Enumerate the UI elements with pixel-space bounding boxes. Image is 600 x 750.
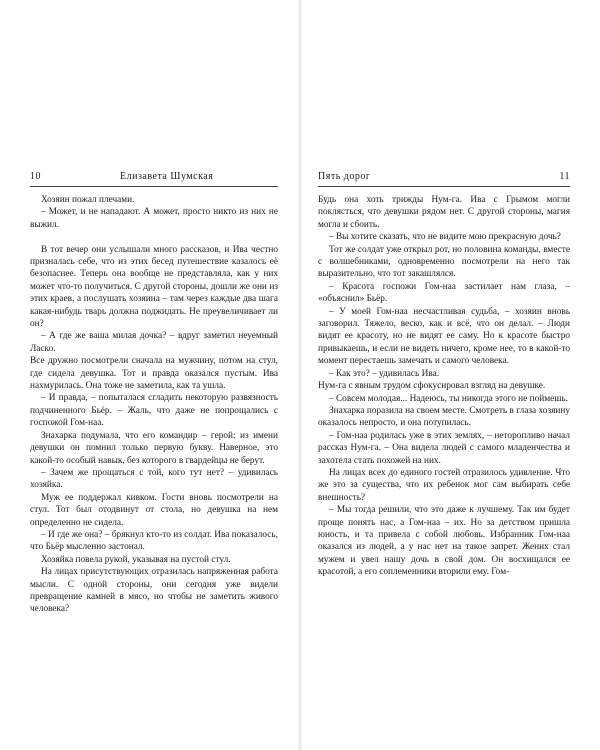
paragraph: Знахарка поразила на своем месте. Смотреть в глаза хозяину оказалось непросто, и она потупилась.	[318, 405, 570, 429]
running-head-title: Пять дорог	[318, 171, 371, 182]
right-page	[318, 168, 570, 698]
paragraph: Муж ее поддержал кивком. Гости вновь посмотрели на стул. Тот был отодвинут от стола, но девушка на нем определенно не сидела.	[30, 492, 278, 528]
right-page-body	[318, 194, 570, 579]
paragraph: – Красота госпожи Гом-наа застилает нам глаза, – «объяснил» Бьёр.	[318, 281, 570, 305]
page-number: 11	[559, 171, 570, 182]
paragraph: – Мы тогда решили, что это даже к лучшему. Так им будет проще понять нас, а Гом-наа – их. Но за детством пришла юность, и та привела с собой любовь. Избранник Гом-наа оказался из людей, а у нас нет на такое запрет. Жених стал мужем и увел нашу дочь в свой дом. Он восхищался ее красотой, а его соплеменники вторили ему. Гом-	[318, 505, 570, 578]
paragraph: – А где же ваша милая дочка? – вдруг заметил неуемный Ласко.	[30, 331, 278, 354]
paragraph: На лицах всех до единого гостей отразилось удивление. Что же это за существа, что их ребенок мог сам выбирать себе внешность?	[318, 467, 570, 503]
paragraph: Все дружно посмотрели сначала на мужчину, потом на стул, где сидела девушка. Тот и правда оказался пустым. Ива нахмурилась. Она тоже не заметила, как та ушла.	[30, 356, 278, 392]
paragraph: – Может, и не нападают. А может, просто никто из них не выжил.	[30, 207, 278, 230]
page-number: 10	[30, 171, 41, 182]
paragraph: Тот же солдат уже открыл рот, но половина команды, вместе с волшебниками, одновременно посмотрели на него так выразительно, что тот закашлялся.	[318, 244, 570, 280]
paragraph: Хозяин пожал плечами.	[41, 195, 135, 205]
paragraph: Хозяйка повела рукой, указывая на пустой стул.	[41, 554, 231, 565]
paragraph: – У моей Гом-наа несчастливая судьба, – хозяин вновь заговорил. Тяжело, веско, как и всё, что он делал. – Люди видят ее красоту, но не видят ее саму. Но к красоте быстро привыкаешь, и если не видеть ничего, кроме нее, то в какой-то момент перестаешь замечать и самого человека.	[318, 306, 570, 367]
paragraph: – Вы хотите сказать, что не видите мою прекрасную дочь?	[329, 232, 561, 243]
paragraph: – Гом-наа родилась уже в этих землях, – неторопливо начал рассказ Нум-га. – Она видела людей с самого младенчества и захотела стать похожей на них.	[318, 430, 570, 466]
paragraph: На лицах присутствующих отразилась напряженная работа мысли. С одной стороны, они сегодня уже видели превращение камней в мясо, но чтобы не заметить живого человека?	[30, 567, 278, 615]
book-gutter	[298, 0, 302, 750]
paragraph: – Как это? – удивилась Ива.	[329, 368, 440, 379]
left-page	[30, 168, 278, 698]
paragraph: – И правда, – попыталася сгладить некоторую развязность подчиненного Бьёр. – Жаль, что даже не попрощались с госпожой Гом-наа.	[30, 393, 278, 429]
paragraph: Нум-га с явным трудом сфокусировал взгляд на девушке.	[318, 381, 546, 392]
left-page-body	[30, 194, 278, 616]
paragraph: – И где же она? – брякнул кто-то из солдат. Ива показалось, что Бьёр мысленно застонал.	[30, 529, 278, 553]
paragraph: – Совсем молодая... Надеюсь, ты никогда этого не поймешь.	[329, 393, 568, 404]
paragraph: – Зачем же прощаться с той, кого тут нет? – удивилась хозяйка.	[30, 467, 278, 491]
running-head-author: Елизавета Шумская	[120, 171, 214, 182]
paragraph: В тот вечер они услышали много рассказов, и Ива честно призналась себе, что из этих бесед путешествие казалось её безопаснее. Теперь она вообще не представляла, как у них может что-то получиться. С другой стороны, дошли же они из этих краев, а послушать хозяина – там через каждые два шага какая-нибудь тварь должна поджидать. Не преувеличивает ли он?	[30, 244, 278, 330]
left-page-header	[30, 168, 278, 187]
right-page-header	[318, 168, 570, 187]
paragraph: Знахарка подумала, что его командир – герой: из имени девушки он помнил только первую букву. Наверное, это какой-то особый навык, без которого в гвардейцы не берут.	[30, 430, 278, 466]
paragraph: Будь она хоть трижды Нум-га. Ива с Грымом могли поклясться, что девушки рядом нет. С другой стороны, магия могла и сбоить.	[318, 195, 570, 230]
